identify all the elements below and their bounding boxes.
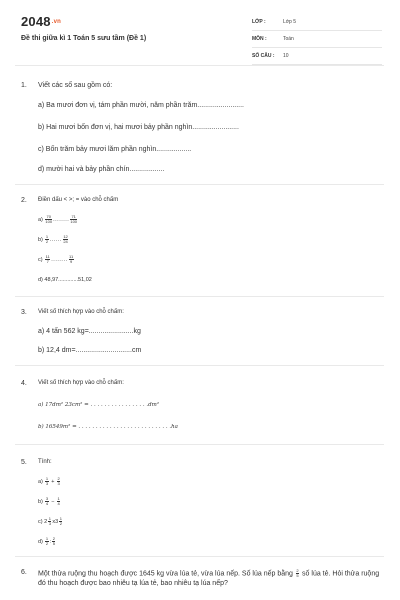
fraction: $\frac{1}{3}$ (48, 516, 51, 526)
question-text: Tính: (38, 459, 52, 465)
q2-item-c: c) $\frac{11}{7}$ ........ $\frac{11}{9}$ (38, 254, 74, 264)
fraction: $\frac{70}{100}$ (45, 214, 53, 224)
fraction: $\frac{3}{4}$ (45, 496, 49, 506)
q2-item-d: d) 48,97.............51,02 (38, 277, 92, 283)
fraction: $\frac{71}{100}$ (70, 214, 78, 224)
q3-item-a: a) 4 tấn 562 kg=.......................kg (38, 328, 141, 335)
question-number: 1. (21, 82, 27, 89)
question-text: Viết số thích hợp vào chỗ chấm: (38, 309, 124, 315)
header (0, 0, 400, 62)
meta-row-count (252, 50, 382, 65)
question-text: Viết các số sau gồm có: (38, 82, 113, 89)
exam-meta (252, 16, 382, 67)
divider (15, 365, 384, 366)
fraction: $\frac{12}{24}$ (63, 234, 68, 244)
meta-row-subject (252, 33, 382, 48)
q5-item-c: c) 2 $\frac{1}{3}$ x3 $\frac{1}{2}$ (38, 516, 62, 526)
q4-item-b: b) 16549m² = . . . . . . . . . . . . . . . . . . . . . . . . . . .ha (38, 424, 178, 430)
fraction: $\frac{1}{4}$ (57, 496, 60, 506)
question-text: Điền dấu < >; = vào chỗ chấm (38, 197, 119, 203)
divider (15, 65, 384, 66)
divider (15, 184, 384, 185)
site-logo[interactable] (21, 14, 61, 29)
divider (15, 296, 384, 297)
q2-item-b: b) $\frac{1}{2}$ ...... $\frac{12}{24}$ (38, 234, 68, 244)
fraction: $\frac{11}{7}$ (45, 254, 50, 264)
q6-text: Một thửa ruộng thu hoạch được 1645 kg vừa lúa tẻ, vừa lúa nếp. Số lúa nếp bằng $\frac{2}{5}$ số lúa tẻ. Hỏi thửa ruộng đó thu hoạch được bao nhiêu tạ lúa tẻ, bao nhiêu tạ lúa nếp? (38, 568, 380, 588)
fraction: $\frac{1}{3}$ (45, 476, 49, 486)
divider (15, 444, 384, 445)
question-number: 5. (21, 459, 27, 466)
q3-item-b: b) 12,4 dm=.............................cm (38, 347, 142, 354)
q1-item-c: c) Bốn trăm bảy mươi lăm phần nghìn.................. (38, 146, 192, 153)
question-text: Viết số thích hợp vào chỗ chấm: (38, 380, 124, 386)
q2-item-a: a) $\frac{70}{100}$ ........ $\frac{71}{100}$ (38, 214, 78, 224)
q5-item-d: d) $\frac{1}{2}$ : $\frac{2}{5}$ (38, 536, 55, 546)
meta-row-class (252, 16, 382, 31)
fraction: $\frac{2}{5}$ (52, 536, 55, 546)
meta-value: 10 (283, 53, 289, 59)
q1-item-b: b) Hai mươi bốn đơn vị, hai mươi bảy phần nghìn........................ (38, 124, 239, 131)
fraction: $\frac{1}{2}$ (45, 536, 49, 546)
meta-value: Toán (283, 36, 294, 42)
question-number: 3. (21, 309, 27, 316)
q1-item-d: d) mười hai và bảy phần chín.................. (38, 166, 165, 173)
meta-label: MÔN : (252, 36, 267, 42)
fraction: $\frac{11}{9}$ (69, 254, 74, 264)
fraction: $\frac{2}{3}$ (57, 476, 60, 486)
logo-suffix: .vn (51, 19, 62, 25)
meta-label: LỚP : (252, 19, 266, 25)
fraction: $\frac{1}{2}$ (45, 234, 49, 244)
logo-text: 2048 (21, 14, 51, 29)
q5-item-a: a) $\frac{1}{3}$ + $\frac{2}{3}$ (38, 476, 60, 486)
question-number: 2. (21, 197, 27, 204)
question-number: 6. (21, 569, 27, 576)
q4-item-a: a) 17dm² 23cm² = . . . . . . . . . . . . . . . . .dm² (38, 402, 160, 408)
divider (15, 556, 384, 557)
question-number: 4. (21, 380, 27, 387)
q1-item-a: a) Ba mươi đơn vị, tám phần mười, năm phần trăm........................ (38, 102, 244, 109)
q5-item-b: b) $\frac{3}{4}$ − $\frac{1}{4}$ (38, 496, 60, 506)
exam-title: Đề thi giữa kì 1 Toán 5 sưu tầm (Đề 1) (21, 35, 147, 42)
meta-label: SỐ CÂU : (252, 53, 275, 59)
fraction: $\frac{2}{5}$ (296, 568, 299, 578)
fraction: $\frac{1}{2}$ (59, 516, 62, 526)
meta-value: Lớp 5 (283, 19, 297, 25)
